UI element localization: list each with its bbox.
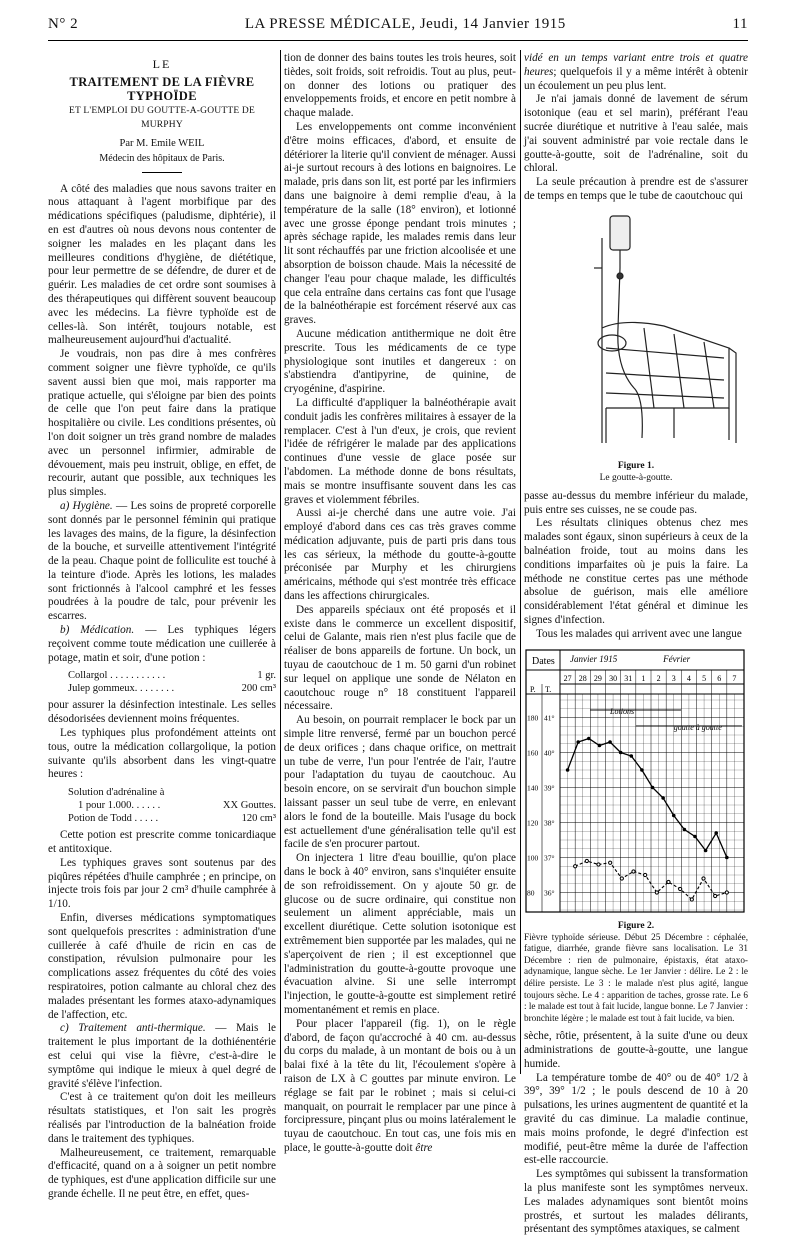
paragraph: Les enveloppements ont comme inconvénient d'être moins efficaces, d'abord, et ensuite de détériorer la literie qu'il convient de ménager. Aussi ai-je surtout recours à des lotions en baignoires. Le malade, pris dans son lit, est porté par les infirmiers dans une baignoire à demi remplie d'eau, à la température de la salle (18° environ), et lotionné avec une grosse éponge pendant trois minutes ; après séchage rapide, les malades remis dans leur lit sont réchauffés par une friction alcoolisée et une absorption de boisson chaude. Mais la nécessité de changer l'eau pour chaque malade, les difficultés que cela entraîne dans certains cas font que l'usage de la balnéothérapie est forcément réservé aux cas graves.	[284, 120, 516, 327]
article-title: TRAITEMENT DE LA FIÈVRE TYPHOÏDE	[69, 74, 255, 103]
temperature-point	[576, 740, 580, 744]
temperature-point	[619, 750, 623, 754]
drip-bag-icon	[610, 216, 630, 250]
paragraph	[48, 624, 276, 665]
issue-number: N° 2	[48, 16, 79, 32]
ingredient: Julep gommeux. . . . . . . .	[68, 683, 175, 695]
temperature-chart	[524, 648, 748, 918]
paragraph: Tous les malades qui arrivent avec une langue	[536, 627, 742, 640]
temperature-series-line	[568, 738, 727, 857]
temperature-point	[683, 827, 687, 831]
prescription-line	[68, 799, 276, 812]
figure-1-illustration	[524, 208, 748, 458]
title-rule	[142, 172, 182, 173]
temperature-point	[640, 768, 644, 772]
paragraph-text: ; quelquefois il y a même intérêt à obtenir un écoulement un peu plus lent.	[524, 65, 748, 92]
pulse-tick-label: 100	[527, 853, 539, 863]
paragraph: A côté des maladies que nous savons traiter en nous attaquant à l'agent morbifique par des médications spécifiques (paludisme, diphtérie), il en est d'autres où nous devons nous contenter de soigner les malades en les plaçant dans les meilleures conditions d'hygiène, de diététique, pour leur permettre de se défendre, de durer et de guérir. Les maladies de cet ordre sont soumises à des thérapeutiques qui diffèrent souvent beaucoup avec les médecins. La fièvre typhoïde est de celles-là. Son intérêt, toujours notable, est malheureusement aujourd'hui d'actualité.	[48, 182, 276, 347]
day-tick-label: 28	[578, 673, 587, 683]
ingredient: 1 pour 1.000. . . . . .	[78, 800, 161, 812]
annotation-drip: goutte à goutte	[673, 722, 722, 732]
section-label: b) Médication.	[60, 624, 135, 637]
paragraph: La température tombe de 40° ou de 40° 1/2 à 39°, 39° 1/2 ; le pouls descend de 10 à 20 pulsations, les urines augmentent de quantité et la gravité du cas diminue. La maladie continue, mais moins profonde, le degré d'infection est modifié, peut-être même la durée de l'affection est-elle raccourcie.	[524, 1071, 748, 1167]
journal-title: LA PRESSE MÉDICALE, Jeudi, 14 Janvier 1915	[244, 16, 566, 32]
paragraph: Les typhiques plus profondément atteints ont tous, outre la médication collargolique, la potion suivante qu'ils absorbent dans les vingt-quatre heures :	[48, 727, 276, 781]
temperature-point	[693, 834, 697, 838]
pulse-tick-label: 160	[527, 748, 539, 758]
pulse-point	[574, 864, 577, 867]
dose: XX Gouttes.	[222, 800, 276, 812]
pulse-tick-label: 180	[527, 713, 539, 723]
prescription-line	[68, 786, 276, 799]
column-1	[48, 52, 276, 1202]
paragraph	[524, 52, 748, 93]
pulse-point	[609, 861, 612, 864]
temperature-point	[725, 855, 729, 859]
dose: 120 cm³	[241, 813, 276, 825]
paragraph: Les résultats cliniques obtenus chez mes malades sont égaux, sinon supérieurs à ceux de la balnéation froide, tout au moins dans les conditions imparfaites où je puis la faire. La méthode ne constitue certes pas une méthode absolue de guérison, mais elle améliore considérablement l'état général et diminue les signes d'infection.	[524, 517, 748, 626]
month-label: Février	[663, 653, 691, 664]
ingredient: Potion de Todd . . . . .	[68, 813, 159, 825]
ingredient: Collargol . . . . . . . . . . .	[68, 670, 166, 682]
paragraph: Je voudrais, non pas dire à mes confrères comment soigner une fièvre typhoïde, ce qu'ils savent aussi bien que moi, mais rapporter ma pratique actuelle, qui s'éloigne par bien des points de celle que l'on peut faire dans la pratique hospitalière ou civile. Les conditions présentes, où l'on doit soigner un très grand nombre de malades avec un personnel infirmier, admirable de dévouement, mais peu instruit, oblige, en effet, de recourir, autant que possible, aux techniques les plus simples.	[48, 348, 276, 499]
paragraph: Aucune médication antithermique ne doit être prescrite. Tous les médicaments de ce type physiologique sont inutiles et dangereux : on s'abstiendra d'antipyrine, de quinine, de cryogénine, d'aspirine.	[284, 327, 516, 396]
paragraph: pour assurer la désinfection intestinale. Les selles désodorisées deviennent moins fréquentes.	[48, 699, 276, 726]
paragraph: Enfin, diverses médications symptomatiques sont quelquefois prescrites : administration d'une cuillerée à café d'huile de ricin en cas de constipation, révulsion pulmonaire pour les complications assez fréquentes du côté des voies respiratoires, potion calmante au chloral chez des malades présentant les formes ataxo-adynamiques de l'affection, etc.	[48, 912, 276, 1021]
paragraph: Malheureusement, ce traitement, remarquable d'efficacité, quand on a à soigner un petit nombre de typhiques, est d'une application difficile sur une grande échelle. Il ne peut être, en effet, ques-	[48, 1146, 276, 1200]
pulse-point	[679, 887, 682, 890]
paragraph: tion de donner des bains toutes les trois heures, soit tièdes, soit froids, soit refroidis. Tout au plus, peut-on donner des lotions ou pratiquer des enveloppements froids, et encore en petit nombre à chaque malade.	[284, 52, 516, 120]
pulse-point	[667, 880, 670, 883]
pulse-point	[702, 876, 705, 879]
temperature-point	[608, 740, 612, 744]
paragraph-text: — Les typhiques légers reçoivent comme toute médication une cuillerée à potage, matin et soir, d'une potion :	[48, 624, 276, 664]
column-2	[284, 52, 516, 1156]
pulse-point	[655, 890, 658, 893]
pulse-point	[690, 897, 693, 900]
day-tick-label: 27	[563, 673, 572, 683]
figure-2-label: Figure 2.	[617, 920, 655, 931]
temperature-point	[651, 785, 655, 789]
day-tick-label: 5	[702, 673, 707, 683]
drip-apparatus-drawing	[524, 208, 748, 458]
temp-tick-label: 38°	[544, 818, 555, 828]
pulse-point	[632, 869, 635, 872]
figure-1-label: Figure 1.	[617, 460, 655, 471]
section-label: c) Traitement anti-thermique.	[60, 1022, 206, 1035]
header-rule	[48, 40, 748, 41]
temperature-point	[566, 768, 570, 772]
prescription-1	[68, 669, 276, 695]
prescription-line	[68, 812, 276, 825]
temp-tick-label: 39°	[544, 783, 555, 793]
paragraph: Des appareils spéciaux ont été proposés et il existe dans le commerce un excellent dispositif, celui de Galante, mais rien n'est plus facile que de réaliser de bons appareils de fortune. Un bock, un tuyau de caoutchouc de 1 m. 50 garni d'un robinet sur lequel on applique une sonde de Nélaton en caoutchouc rouge n° 18 constituent l'appareil nécessaire.	[284, 603, 516, 713]
article-title-block	[48, 58, 276, 173]
ingredient: Solution d'adrénaline à	[68, 787, 165, 799]
temperature-point	[598, 743, 602, 747]
temperature-point	[587, 736, 591, 740]
temp-tick-label: 41°	[544, 713, 555, 723]
paragraph	[48, 500, 276, 624]
paragraph: sèche, rôtie, présentent, à la suite d'une ou deux administrations de goutte-à-goutte, une langue humide.	[524, 1030, 748, 1070]
annotation-lotions: Lotions	[610, 706, 635, 716]
paragraph-text: — Mais le traitement le plus important de la dothiénentérie est celui qui vise la fièvre, c'est-à-dire le symptôme qui indique le mieux à quel degré de gravité s'élève l'infection.	[48, 1022, 276, 1090]
column-rule-1	[280, 50, 281, 1074]
day-tick-label: 2	[656, 673, 661, 683]
prescription-line	[68, 682, 276, 695]
day-tick-label: 30	[609, 673, 618, 683]
pulse-point	[597, 862, 600, 865]
chart-title: Dates	[532, 655, 555, 667]
pulse-point	[714, 894, 717, 897]
dose: 1 gr.	[257, 670, 276, 682]
pulse-tick-label: 80	[527, 888, 535, 898]
paragraph: C'est à ce traitement qu'on doit les meilleurs résultats statistiques, et l'on sait les progrès réalisés par l'introduction de la balnéation froide dans le traitement des typhiques.	[48, 1091, 276, 1145]
article-author: Par M. Emile WEIL	[119, 137, 205, 149]
day-tick-label: 3	[671, 673, 676, 683]
figure-1-caption: Le goutte-à-goutte.	[599, 472, 673, 483]
temperature-chart-svg	[524, 648, 748, 918]
column-rule-2	[520, 50, 521, 1074]
paragraph	[48, 1022, 276, 1091]
prescription-2	[68, 786, 276, 825]
day-tick-label: 4	[686, 673, 691, 683]
temperature-point	[714, 831, 718, 835]
section-label: a) Hygiène.	[60, 499, 113, 512]
paragraph: passe au-dessus du membre inférieur du malade, puis entre ses cuisses, ne se coude pas.	[524, 489, 748, 516]
paragraph-text: — Les soins de propreté corporelle sont donnés par le personnel féminin qui pratique les lavages des mains, de la figure, la désinfection de la bouche, et surveille attentivement l'intégrité de la peau. Chaque point de folliculite est touché à la teinture d'iode. Après les lotions, les malades sont frictionnés à l'alcool camphré et les fesses poudrées à la poudre de talc, pour prévenir les escarres.	[48, 499, 276, 623]
temperature-point	[661, 796, 665, 800]
day-tick-label: 29	[593, 673, 602, 683]
temp-tick-label: 40°	[544, 748, 555, 758]
pulse-point	[725, 890, 728, 893]
axis-head-pulse: P.	[530, 684, 536, 694]
temperature-point	[672, 813, 676, 817]
pulse-tick-label: 120	[527, 818, 539, 828]
article-kicker: LE	[152, 57, 172, 71]
dose: 200 cm³	[241, 683, 276, 695]
paragraph: Cette potion est prescrite comme tonicardiaque et antitoxique.	[48, 829, 276, 856]
paragraph: Aussi ai-je cherché dans une autre voie. J'ai employé d'abord dans ces cas très graves comme médication adjuvante, puis de parti pris dans tous les cas sérieux, la méthode du goutte-à-goutte préconisée par Murphy et les chirurgiens américains, méthode qui s'est montrée très efficace dans les affections chirurgicales.	[284, 507, 516, 603]
day-tick-label: 7	[732, 673, 737, 683]
temperature-point	[629, 754, 633, 758]
pulse-tick-label: 140	[527, 783, 539, 793]
italic-text: vidé en un temps variant entre trois et quatre heures	[524, 52, 748, 78]
month-label: Janvier 1915	[570, 653, 618, 664]
running-header	[48, 16, 748, 40]
pulse-point	[620, 876, 623, 879]
temp-tick-label: 37°	[544, 853, 555, 863]
paragraph-text: Pour placer l'appareil (fig. 1), on le règle d'abord, de façon qu'accroché à 40 cm. au-dessus du corps du malade, à un montant de bois ou à un balai fixé à la tête du lit, l'écoulement s'opère à raison de LX à C gouttes par minute environ. Le réglage se fait par le robinet ; mais si celui-ci manquait, on pourrait le remplacer par une pince à forcipressure, pinçant plus ou moins latéralement le tuyau de caoutchouc. En tout cas, une fois mis en place, le goutte-à-goutte doit	[284, 1017, 516, 1154]
pulse-point	[644, 873, 647, 876]
prescription-line	[68, 669, 276, 682]
paragraph: La seule précaution à prendre est de s'assurer de temps en temps que le tube de caoutchouc qui	[524, 176, 748, 202]
day-tick-label: 1	[641, 673, 646, 683]
page-number: 11	[732, 16, 748, 32]
paragraph: Les symptômes qui subissent la transformation la plus manifeste sont les symptômes nerveux. Les malades adynamiques sont bientôt moins prostrés, et surtout les malades délirants, présentant des symptômes ataxiques, se calment	[524, 1168, 748, 1236]
axis-head-temp: T.	[545, 684, 552, 694]
article-subtitle: ET L'EMPLOI DU GOUTTE-A-GOUTTE DE MURPHY	[69, 106, 255, 131]
day-tick-label: 31	[624, 673, 633, 683]
temp-tick-label: 36°	[544, 888, 555, 898]
paragraph	[284, 1018, 516, 1156]
paragraph: On injectera 1 litre d'eau bouillie, qu'on place dans le bock à 40° environ, sans s'inquiéter ensuite de son refroidissement. On y ajoute 50 gr. de glucose ou de sucre ordinaire, qui constitue non seulement un aliment appréciable, mais un excellent diurétique. Cette solution isotonique est extrêmement bien supportée par les malades, qui ne s'aperçoivent de rien ; il est exceptionnel que l'administration du goutte-à-goutte provoque une évacuation alvine. Si une selle interrompt l'injection, le goutte-à-goutte est simplement retiré momentanément et remis en place.	[284, 852, 516, 1016]
figure-2-legend: Fièvre typhoïde sérieuse. Début 25 Décembre : céphalée, fatigue, diarrhée, grande fièvre sans localisation. Le 31 Décembre : rien de pulmonaire, épistaxis, état ataxo-adynamique, langue sèche. Le 1er Janvier : délire. Le 2 : le délire persiste. Le 3 : le malade n'est plus agité, langue toujours sèche. Le 4 : apparition de taches, grosse rate. Le 6 : le malade est tout à fait lucide, langue bonne. Le 7 Janvier : bronchite légère ; le malade est tout à fait lucide, va bien.	[524, 931, 748, 1023]
paragraph: La difficulté d'appliquer la balnéothérapie avait conduit jadis les confrères militaires à essayer de la remplacer. C'est à l'un d'eux, je crois, que revient l'idée de réfrigérer le malade par des applications continues d'une vessie de glace posée sur l'abdomen. La méthode donne de bons résultats, mais se montre insuffisante souvent dans les cas graves et violemment fébriles.	[284, 396, 516, 506]
italic-text: être	[415, 1141, 433, 1154]
paragraph: Les typhiques graves sont soutenus par des piqûres répétées d'huile camphrée ; en principe, on injecte trois fois par jour 2 cm³ d'huile camphrée à 1/10.	[48, 856, 276, 911]
temperature-point	[704, 848, 708, 852]
paragraph: Je n'ai jamais donné de lavement de sérum isotonique (eau et sel marin), préférant l'eau sucrée diurétique et nutritive à l'eau salée, mais j'ai souvent administré par voie rectale dans le goutte-à-goutte, soit de l'adrénaline, soit du chloral.	[524, 93, 748, 175]
article-affiliation: Médecin des hôpitaux de Paris.	[99, 152, 225, 164]
day-tick-label: 6	[717, 673, 722, 683]
column-3	[524, 52, 748, 1237]
pulse-point	[585, 859, 588, 862]
paragraph: Au besoin, on pourrait remplacer le bock par un simple litre renversé, fermé par un bouchon percé de deux orifices ; dans chaque orifice, on mettrait un tube de verre, l'un pour l'entrée de l'air, l'autre pour l'adaptation du tuyau de caoutchouc. Au besoin encore, on se servirait d'un bouchon simple laissant passer un seul tube de verre, en enlevant alors le fond de la bouteille. Mais l'usage du bock est actuellement d'une généralisation telle qu'il est facile de s'en procurer partout.	[284, 714, 516, 851]
